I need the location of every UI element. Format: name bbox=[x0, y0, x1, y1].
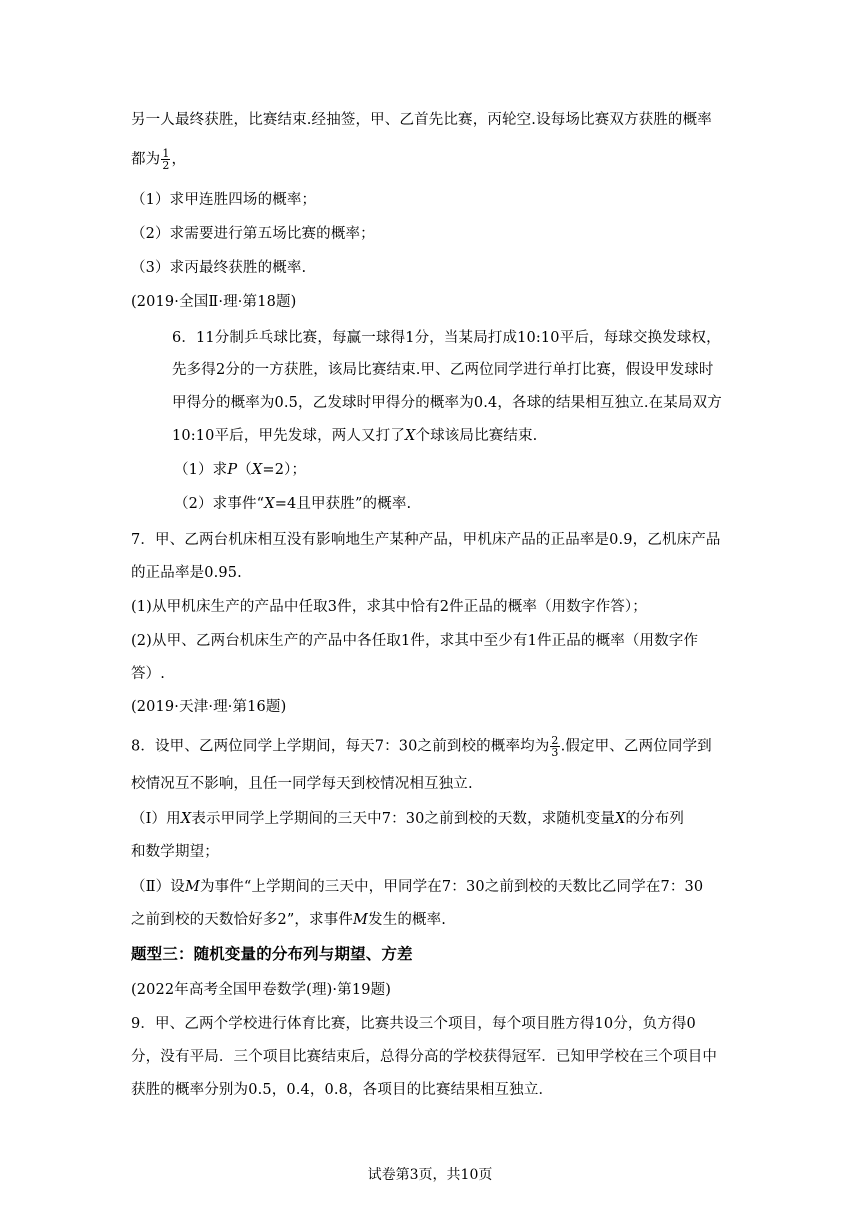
q9-line2-text: 分，没有平局．三个项目比赛结束后，总得分高的学校获得冠军．已知甲学校在三个项目中 bbox=[131, 1049, 717, 1065]
q7-sub1-text: (1)从甲机床生产的产品中任取3件，求其中恰有2件正品的概率（用数字作答）； bbox=[131, 599, 647, 615]
q6-line1-text: 6．11分制乒乓球比赛，每赢一球得1分，当某局打成10:10平后，每球交换发球权， bbox=[172, 330, 721, 346]
q5-sub1 bbox=[131, 190, 316, 210]
q6-sub1 bbox=[174, 460, 306, 480]
q8-sub1-line1 bbox=[131, 809, 684, 829]
q7-sub2-line2 bbox=[131, 664, 165, 684]
q9-line3 bbox=[131, 1080, 553, 1100]
q7-sub2-line2-text: 答）. bbox=[131, 666, 166, 682]
q8-sub2-line1 bbox=[131, 877, 703, 897]
q8-sub2-variable-m-second: M bbox=[353, 912, 369, 928]
q8-sub2-part-b: 为事件“上学期间的三天中，甲同学在7：30之前到校的天数比乙同学在7：30 bbox=[199, 879, 704, 895]
source-q6-text: (2019·全国Ⅱ·理·第18题) bbox=[131, 294, 297, 310]
q9-line3-text: 获胜的概率分别为0.5，0.4，0.8，各项目的比赛结果相互独立． bbox=[131, 1082, 554, 1098]
q5-sub3 bbox=[131, 258, 306, 278]
q8-sub1-variable-x-second: X bbox=[615, 811, 626, 827]
q8-sub2-part-a: （Ⅱ）设 bbox=[131, 879, 185, 895]
q8-line2-text: 校情况互不影响，且任一同学每天到校情况相互独立. bbox=[131, 776, 473, 792]
q7-line1 bbox=[131, 530, 721, 550]
q5-fraction-numerator: 1 bbox=[162, 147, 170, 160]
q8-sub1-part-b: 表示甲同学上学期间的三天中7：30之前到校的天数，求随机变量 bbox=[191, 811, 615, 827]
q8-sub1-part-a: （Ⅰ）用 bbox=[131, 811, 181, 827]
q8-sub2-variable-m: M bbox=[184, 879, 200, 895]
q6-sub1-p: P bbox=[227, 462, 238, 478]
q8-sub1-variable-x: X bbox=[180, 811, 192, 827]
q5-sub1-text: （1）求甲连胜四场的概率； bbox=[131, 192, 317, 208]
q8-line2 bbox=[131, 774, 473, 794]
q8-line1 bbox=[131, 735, 712, 758]
q5-sub2 bbox=[131, 224, 375, 244]
page-footer bbox=[0, 1164, 860, 1184]
q7-sub2-line1 bbox=[131, 631, 698, 651]
q6-sub2 bbox=[174, 494, 411, 514]
q9-line1-text: 9．甲、乙两个学校进行体育比赛，比赛共设三个项目，每个项目胜方得10分，负方得0 bbox=[131, 1016, 696, 1032]
q8-fraction-numerator: 2 bbox=[551, 734, 559, 747]
q6-sub1-variable-x: X bbox=[251, 462, 263, 478]
q6-line2 bbox=[172, 360, 714, 380]
q9-line2 bbox=[131, 1047, 717, 1067]
section3-title bbox=[131, 944, 413, 964]
q9-line1 bbox=[131, 1014, 696, 1034]
q6-sub2-part-a: （2）求事件“ bbox=[174, 496, 265, 512]
q6-line2-text: 先多得2分的一方获胜，该局比赛结束.甲、乙两位同学进行单打比赛，假设甲发球时 bbox=[172, 362, 714, 378]
q6-sub1-part-a: （1）求 bbox=[174, 462, 228, 478]
q7-line1-text: 7．甲、乙两台机床相互没有影响地生产某种产品，甲机床产品的正品率是0.9，乙机床产品 bbox=[131, 532, 721, 548]
q8-line1-prefix: 8．设甲、乙两位同学上学期间，每天7：30之前到校的概率均为 bbox=[131, 738, 550, 755]
source-q6 bbox=[131, 292, 296, 312]
q6-sub1-paren: （ bbox=[237, 462, 252, 478]
q8-sub1-line2 bbox=[131, 842, 219, 862]
q5-sub2-text: （2）求需要进行第五场比赛的概率； bbox=[131, 226, 375, 242]
q5-line2-suffix: ， bbox=[171, 151, 187, 168]
q8-fraction-denominator: 3 bbox=[551, 746, 559, 759]
q6-sub2-part-b: =4且甲获胜”的概率. bbox=[274, 496, 412, 512]
source-q8 bbox=[131, 697, 286, 717]
source-q9 bbox=[131, 980, 391, 1000]
q5-line1 bbox=[131, 110, 712, 130]
q6-line4-part-a: 10:10平后，甲先发球，两人又打了 bbox=[172, 428, 405, 444]
q6-line3 bbox=[172, 393, 722, 413]
q5-line1-text: 另一人最终获胜，比赛结束.经抽签，甲、乙首先比赛，丙轮空.设每场比赛双方获胜的概率 bbox=[131, 112, 712, 128]
q8-fraction bbox=[550, 735, 559, 758]
source-q8-text: (2019·天津·理·第16题) bbox=[131, 699, 287, 715]
q6-variable-x: X bbox=[405, 428, 416, 444]
q8-sub2-line2-part-b: 发生的概率. bbox=[368, 912, 447, 928]
q5-fraction bbox=[161, 148, 170, 171]
page-number-text: 试卷第3页，共10页 bbox=[367, 1167, 493, 1183]
q6-sub2-variable-x: X bbox=[264, 496, 275, 512]
q8-sub1-part-c: 的分布列 bbox=[625, 811, 685, 827]
q7-line2 bbox=[131, 563, 242, 583]
q6-line4 bbox=[172, 426, 537, 446]
q8-sub2-line2 bbox=[131, 910, 446, 930]
q7-sub2-line1-text: (2)从甲、乙两台机床生产的产品中各任取1件，求其中至少有1件正品的概率（用数字作 bbox=[131, 633, 699, 649]
source-q9-text: (2022年高考全国甲卷数学(理)·第19题) bbox=[131, 982, 392, 998]
q6-line1 bbox=[172, 328, 721, 348]
q5-fraction-denominator: 2 bbox=[162, 159, 170, 172]
q5-line2 bbox=[131, 148, 186, 171]
q7-sub1 bbox=[131, 597, 647, 617]
section3-title-text: 题型三：随机变量的分布列与期望、方差 bbox=[131, 945, 413, 963]
q6-sub1-part-c: =2）； bbox=[262, 462, 307, 478]
q8-line1-suffix: .假定甲、乙两位同学到 bbox=[560, 738, 712, 755]
q8-sub1-line2-text: 和数学期望； bbox=[131, 844, 219, 860]
q6-line4-part-b: 个球该局比赛结束. bbox=[415, 428, 538, 444]
q5-line2-prefix: 都为 bbox=[131, 151, 161, 168]
q8-sub2-line2-part-a: 之前到校的天数恰好多2”，求事件 bbox=[131, 912, 354, 928]
q6-line3-text: 甲得分的概率为0.5，乙发球时甲得分的概率为0.4，各球的结果相互独立.在某局双方 bbox=[172, 395, 722, 411]
q5-sub3-text: （3）求丙最终获胜的概率. bbox=[131, 260, 307, 276]
q7-line2-text: 的正品率是0.95. bbox=[131, 565, 242, 581]
